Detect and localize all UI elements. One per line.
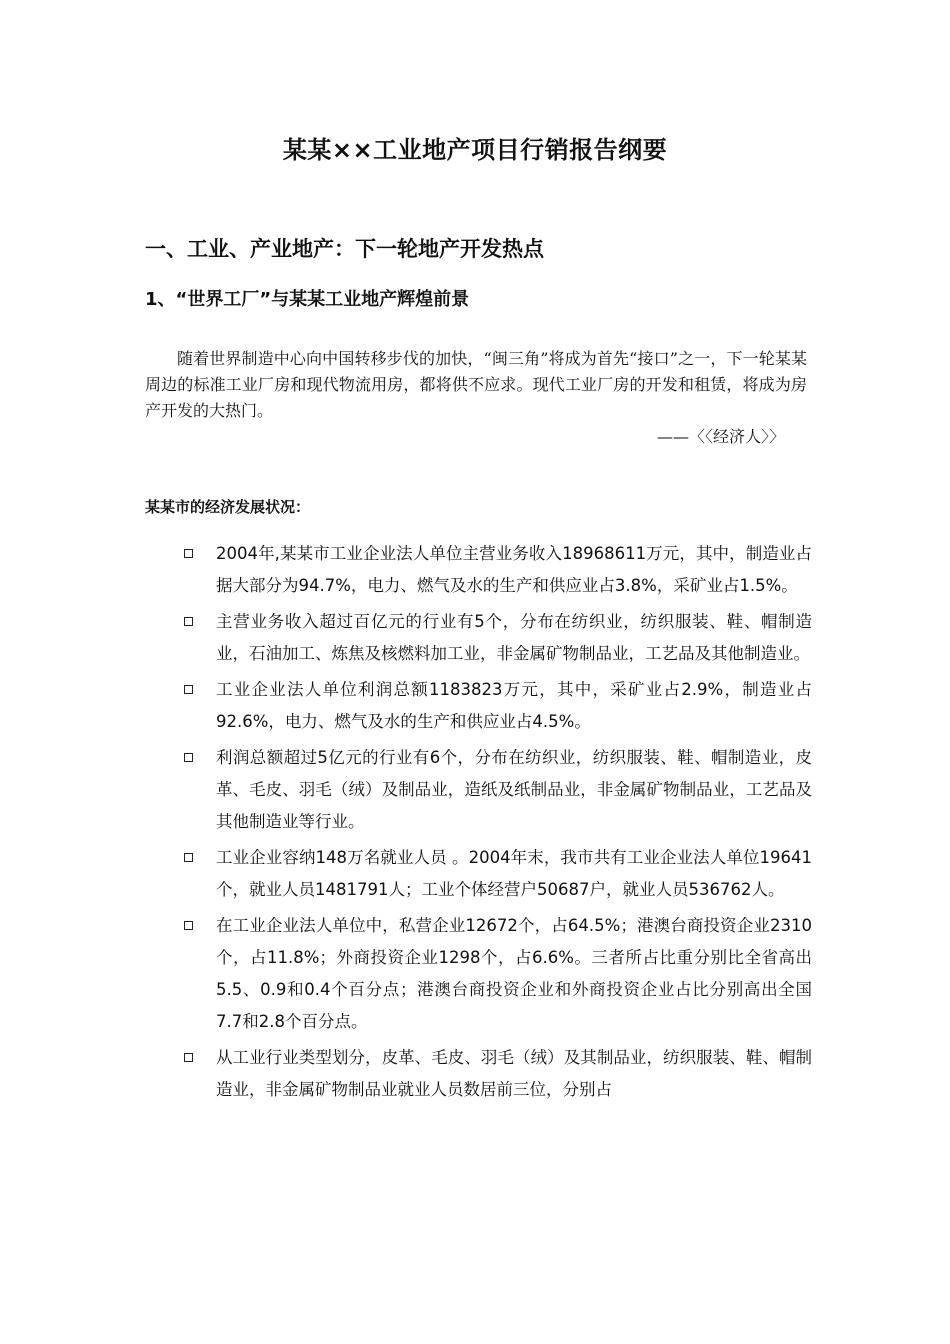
- list-item-text: 工业企业容纳148万名就业人员 。2004年末，我市共有工业企业法人单位19641个，就业人员1481791人；工业个体经营户50687户，就业人员536762人。: [216, 848, 812, 899]
- economic-status-label: 某某市的经济发展状况：: [145, 498, 311, 516]
- sub-heading: 1、“世界工厂”与某某工业地产辉煌前景: [145, 289, 470, 310]
- list-item-text: 利润总额超过5亿元的行业有6个，分布在纺织业，纺织服装、鞋、帽制造业，皮革、毛皮、羽毛（绒）及制品业，造纸及纸制品业，非金属矿物制品业，工艺品及其他制造业等行业。: [216, 748, 812, 831]
- list-item: [182, 606, 812, 670]
- quote-source: ——〈〈经济人〉〉: [656, 427, 785, 446]
- list-item: [182, 538, 812, 602]
- square-bullet-icon: [184, 753, 193, 762]
- section-heading: 一、工业、产业地产：下一轮地产开发热点: [145, 237, 544, 261]
- list-item-text: 在工业企业法人单位中，私营企业12672个，占64.5%；港澳台商投资企业2310个，占11.8%；外商投资企业1298个，占6.6%。三者所占比重分别比全省高出5.5、0.9和0.4个百分点；港澳台商投资企业和外商投资企业占比分别高出全国7.7和2.8个百分点。: [216, 916, 812, 1031]
- square-bullet-icon: [184, 549, 193, 558]
- square-bullet-icon: [184, 617, 193, 626]
- list-item-text: 主营业务收入超过百亿元的行业有5个，分布在纺织业，纺织服装、鞋、帽制造业，石油加工、炼焦及核燃料加工业，非金属矿物制品业，工艺品及其他制造业。: [216, 612, 812, 663]
- economic-status-list: [182, 538, 812, 1110]
- square-bullet-icon: [184, 1053, 193, 1062]
- square-bullet-icon: [184, 921, 193, 930]
- list-item: [182, 842, 812, 906]
- list-item: [182, 674, 812, 738]
- list-item: [182, 742, 812, 838]
- list-item: [182, 1042, 812, 1106]
- square-bullet-icon: [184, 853, 193, 862]
- quote-paragraph: 随着世界制造中心向中国转移步伐的加快，“闽三角”将成为首先“接口”之一，下一轮某某周边的标准工业厂房和现代物流用房，都将供不应求。现代工业厂房的开发和租赁，将成为房产开发的大热门。: [145, 349, 807, 420]
- list-item-text: 2004年,某某市工业企业法人单位主营业务收入18968611万元，其中，制造业占据大部分为94.7%，电力、燃气及水的生产和供应业占3.8%，采矿业占1.5%。: [216, 544, 812, 595]
- list-item: [182, 910, 812, 1038]
- list-item-text: 从工业行业类型划分，皮革、毛皮、羽毛（绒）及其制品业，纺织服装、鞋、帽制造业，非金属矿物制品业就业人员数居前三位，分别占: [216, 1048, 812, 1099]
- list-item-text: 工业企业法人单位利润总额1183823万元，其中，采矿业占2.9%，制造业占92.6%，电力、燃气及水的生产和供应业占4.5%。: [216, 680, 812, 731]
- document-title: 某某××工业地产项目行销报告纲要: [282, 136, 668, 164]
- square-bullet-icon: [184, 685, 193, 694]
